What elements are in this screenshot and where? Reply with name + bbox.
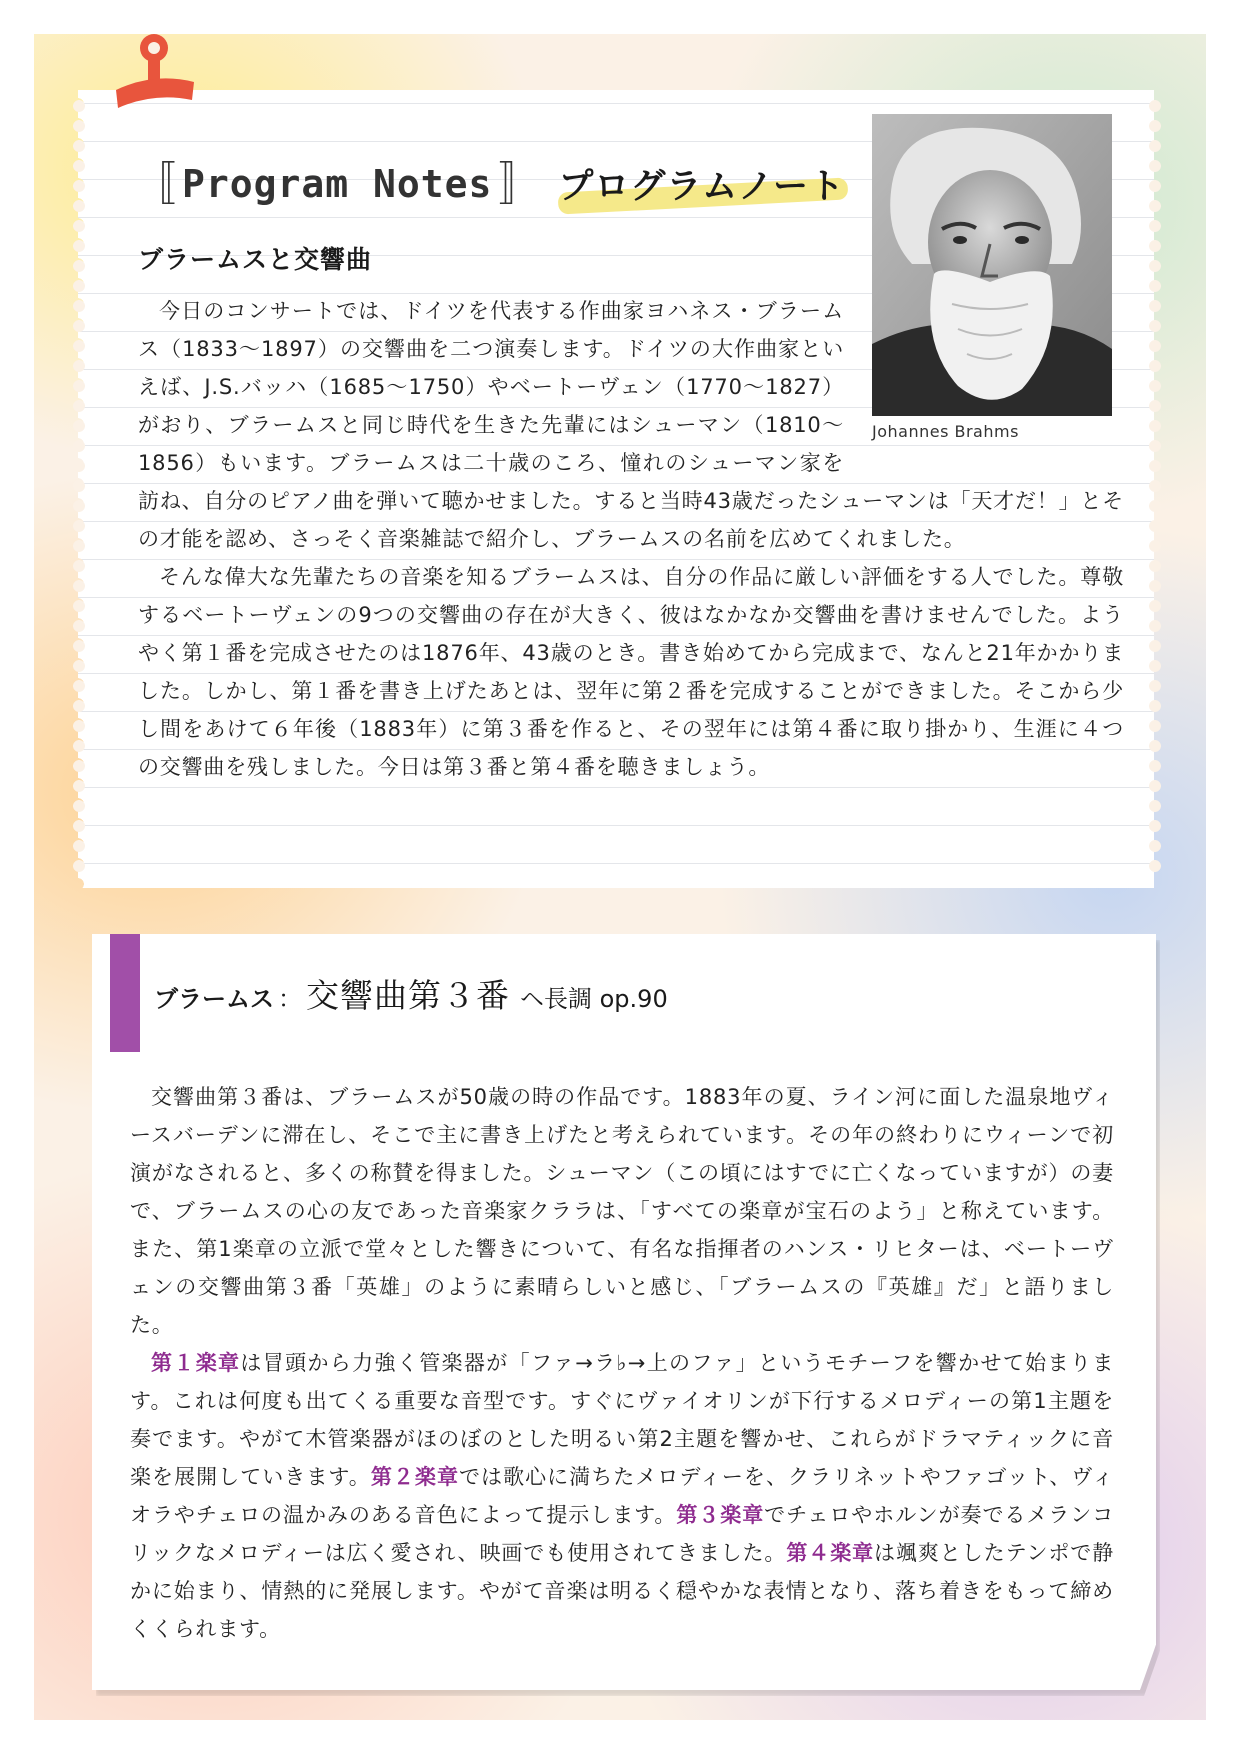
work-title: 交響曲第３番 [306,976,510,1015]
section1-body [138,292,1124,786]
paragraph-text: は颯爽としたテンポで静かに始まり、情熱的に発展します。やがて音楽は明るく穏やかな表情となり、落ち着きをもって締めくくられます。 [130,1541,1114,1641]
pin-icon [110,30,200,112]
title-english: Program Notes [182,162,493,206]
paragraph: 今日のコンサートでは、ドイツを代表する作曲家ヨハネス・ブラームス（1833〜1897）の交響曲を二つ演奏します。ドイツの大作曲家といえば、J.S.バッハ（1685〜1750）やベートーヴェン（1770〜1827）がおり、ブラームスと同じ時代を生きた先輩にはシューマン（1810〜1856）もいます。ブラームスは二十歳のころ、憧れのシューマン家を訪ね、自分のピアノ曲を弾いて聴かせました。すると当時43歳だったシューマンは「天才だ！」とその才能を認め、さっそく音楽雑誌で紹介し、ブラームスの名前を広めてくれました。 [138,299,1124,551]
title-japanese-wrap [558,159,845,209]
title-japanese: プログラムノート [558,167,846,207]
perforated-edge-left [72,96,86,880]
paragraph: 交響曲第３番は、ブラームスが50歳の時の作品です。1883年の夏、ライン河に面した温泉地ヴィースバーデンに滞在し、そこで主に書き上げたと考えられています。その年の終わりにウィーンで初演がなされると、多くの称賛を得ました。シューマン（この頃にはすでに亡くなっていますが）の妻で、ブラームスの心の友であった音楽家クララは、「すべての楽章が宝石のよう」と称えています。また、第1楽章の立派で堂々とした響きについて、有名な指揮者のハンス・リヒターは、ベートーヴェンの交響曲第３番「英雄」のように素晴らしいと感じ、「ブラームスの『英雄』だ」と語りました。 [130,1085,1114,1337]
program-notes-title [130,152,845,216]
perforated-edge-right [1148,96,1162,880]
movement-label: 第４楽章 [786,1541,875,1565]
movement-label: 第２楽章 [370,1465,459,1489]
paragraph-text: は冒頭から力強く管楽器が「ファ→ラ♭→上のファ」というモチーフを響かせて始まります。これは何度も出てくる重要な音型です。すぐにヴァイオリンが下行するメロディーの第1主題を奏でます。やがて木管楽器がほのぼのとした明るい第2主題を響かせ、これらがドラマティックに音楽を展開していきます。 [130,1351,1115,1489]
paragraph-text: では歌心に満ちたメロディーを、クラリネットやファゴット、ヴィオラやチェロの温かみのある音色によって提示します。 [130,1465,1114,1527]
accent-bar [110,934,140,1052]
work-heading [154,970,668,1020]
title-bracket-close: 〛 [498,157,545,211]
section2-body [130,1078,1114,1648]
paragraph: そんな偉大な先輩たちの音楽を知るブラームスは、自分の作品に厳しい評価をする人でした。尊敬するベートーヴェンの9つの交響曲の存在が大きく、彼はなかなか交響曲を書けませんでした。ようやく第１番を完成させたのは1876年、43歳のとき。書き始めてから完成まで、なんと21年かかりました。しかし、第１番を書き上げたあとは、翌年に第２番を完成することができました。そこから少し間をあけて６年後（1883年）に第３番を作ると、その翌年には第４番に取り掛かり、生涯に４つの交響曲を残しました。今日は第３番と第４番を聴きましょう。 [138,565,1124,779]
composer-name: ブラームス [154,985,274,1013]
title-bracket-open: 〚 [130,157,176,211]
movement-label: 第１楽章 [151,1351,241,1375]
heading-colon: ： [278,985,302,1013]
portrait-caption: Johannes Brahms [872,422,1019,441]
portrait-float-spacer [844,292,1124,482]
section-heading: ブラームスと交響曲 [138,245,373,274]
work-key: ヘ長調 op.90 [520,985,668,1013]
paragraph-text: でチェロやホルンが奏でるメランコリックなメロディーは広く愛され、映画でも使用されてきました。 [130,1503,1114,1565]
movement-label: 第３楽章 [676,1503,765,1527]
paragraph [130,1344,1114,1648]
